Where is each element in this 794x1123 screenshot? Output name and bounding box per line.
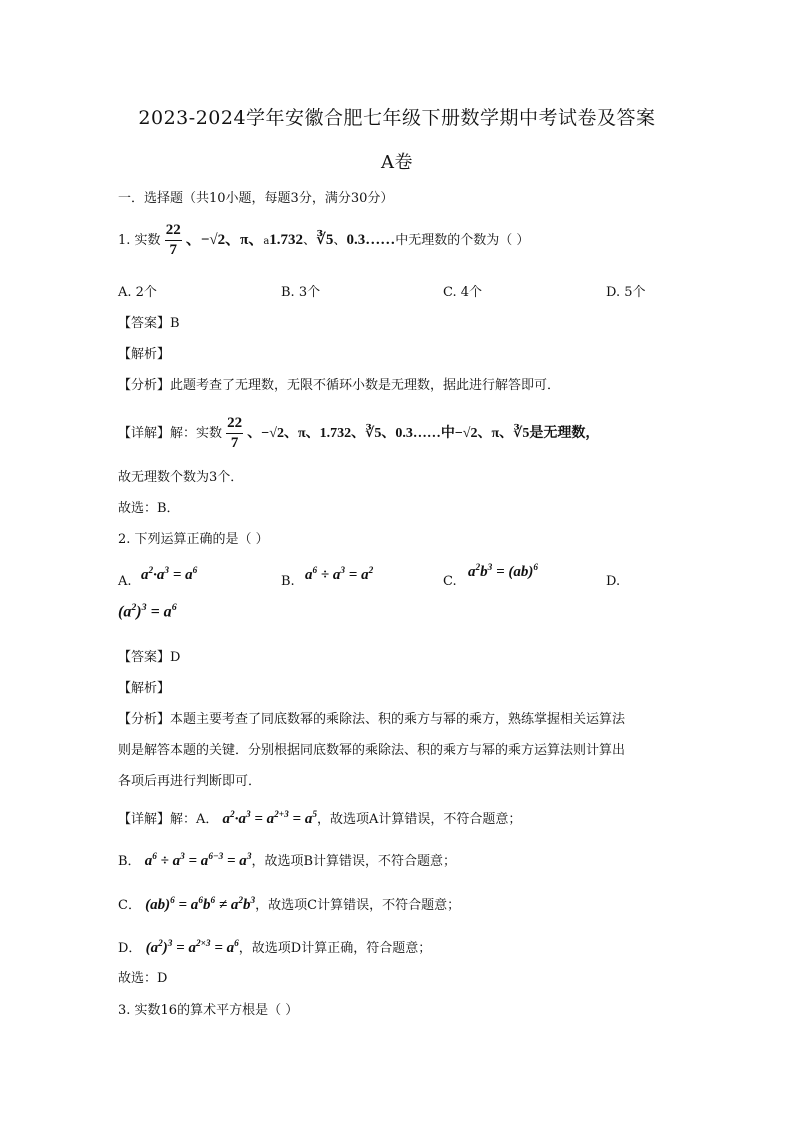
option-b: B. 3个 xyxy=(281,285,321,300)
option-a-formula: $a^2\cdot a^3 = a^6$ xyxy=(141,566,198,583)
option-d: D. 5个 xyxy=(606,285,646,300)
option-b-label: B. xyxy=(281,574,295,589)
option-d-label: D. xyxy=(606,574,621,589)
choose-line: 故选：B． xyxy=(118,501,180,516)
option-c-label: C. xyxy=(443,574,457,589)
choose-line: 故选：D xyxy=(118,971,168,986)
answer-label: 【答案】D xyxy=(118,650,181,665)
option-d-formula: $(a^2)^3 = a^6$ xyxy=(118,602,177,621)
analysis-label: 【解析】 xyxy=(118,681,171,696)
question-2-stem: 2. 下列运算正确的是（ ） xyxy=(118,532,269,547)
option-a: A. 2个 xyxy=(118,285,157,300)
detail-c: C． $(ab)^6 = a^6b^6 \ne a^2b^3$，故选项C计算错误，不符合题意； xyxy=(118,896,461,913)
option-c-formula: $a^2b^3 = (ab)^6$ xyxy=(468,563,539,580)
page-title: 2023-2024学年安徽合肥七年级下册数学期中考试卷及答案 xyxy=(138,107,656,129)
page-subtitle: A卷 xyxy=(381,152,413,173)
option-a-label: A. xyxy=(118,574,132,589)
detail-b: B． $a^6 \div a^3 = a^{6-3} = a^3$，故选项B计算错误，不符合题意； xyxy=(118,852,457,869)
section-heading: 一．选择题（共10小题，每题3分，满分30分） xyxy=(118,191,394,206)
question-3-stem: 3. 实数16的算术平方根是（ ） xyxy=(118,1003,299,1018)
analysis-text-line-3: 各项后再进行判断即可． xyxy=(118,774,262,789)
fraction-22-7: $\frac{22}{7}$ xyxy=(165,222,181,258)
detail-line-1: 【详解】解：实数 $\frac{22}{7}$ 、−√2、π、1.732、∛5、0.3……中−√2、π、∛5是无理数， xyxy=(118,415,600,451)
option-b-formula: $a^6 \div a^3 = a^2$ xyxy=(305,566,374,583)
analysis-text: 【分析】此题考查了无理数，无限不循环小数是无理数，据此进行解答即可． xyxy=(118,378,561,393)
analysis-text-line-1: 【分析】本题主要考查了同底数幂的乘除法、积的乘方与幂的乘方，熟练掌握相关运算法 xyxy=(118,712,626,727)
analysis-text-line-2: 则是解答本题的关键．分别根据同底数幂的乘除法、积的乘方与幂的乘方运算法则计算出 xyxy=(118,743,626,758)
detail-a: 【详解】解：A． $a^2\cdot a^3 = a^{2+3} = a^5$，故选项A计算错误，不符合题意； xyxy=(118,810,522,827)
option-c: C. 4个 xyxy=(443,285,483,300)
detail-line-2: 故无理数个数为3个． xyxy=(118,470,244,485)
fraction-22-7-detail: $\frac{22}{7}$ xyxy=(227,415,243,451)
analysis-label: 【解析】 xyxy=(118,347,171,362)
answer-label: 【答案】B xyxy=(118,316,180,331)
detail-d: D． $(a^2)^3 = a^{2\times 3} = a^6$，故选项D计算正确，符合题意； xyxy=(118,939,432,956)
question-1-stem: 1. 实数 $\frac{22}{7}$ 、−√2、π、a1.732、∛5、0.3……中无理数的个数为（ ） xyxy=(118,222,530,258)
